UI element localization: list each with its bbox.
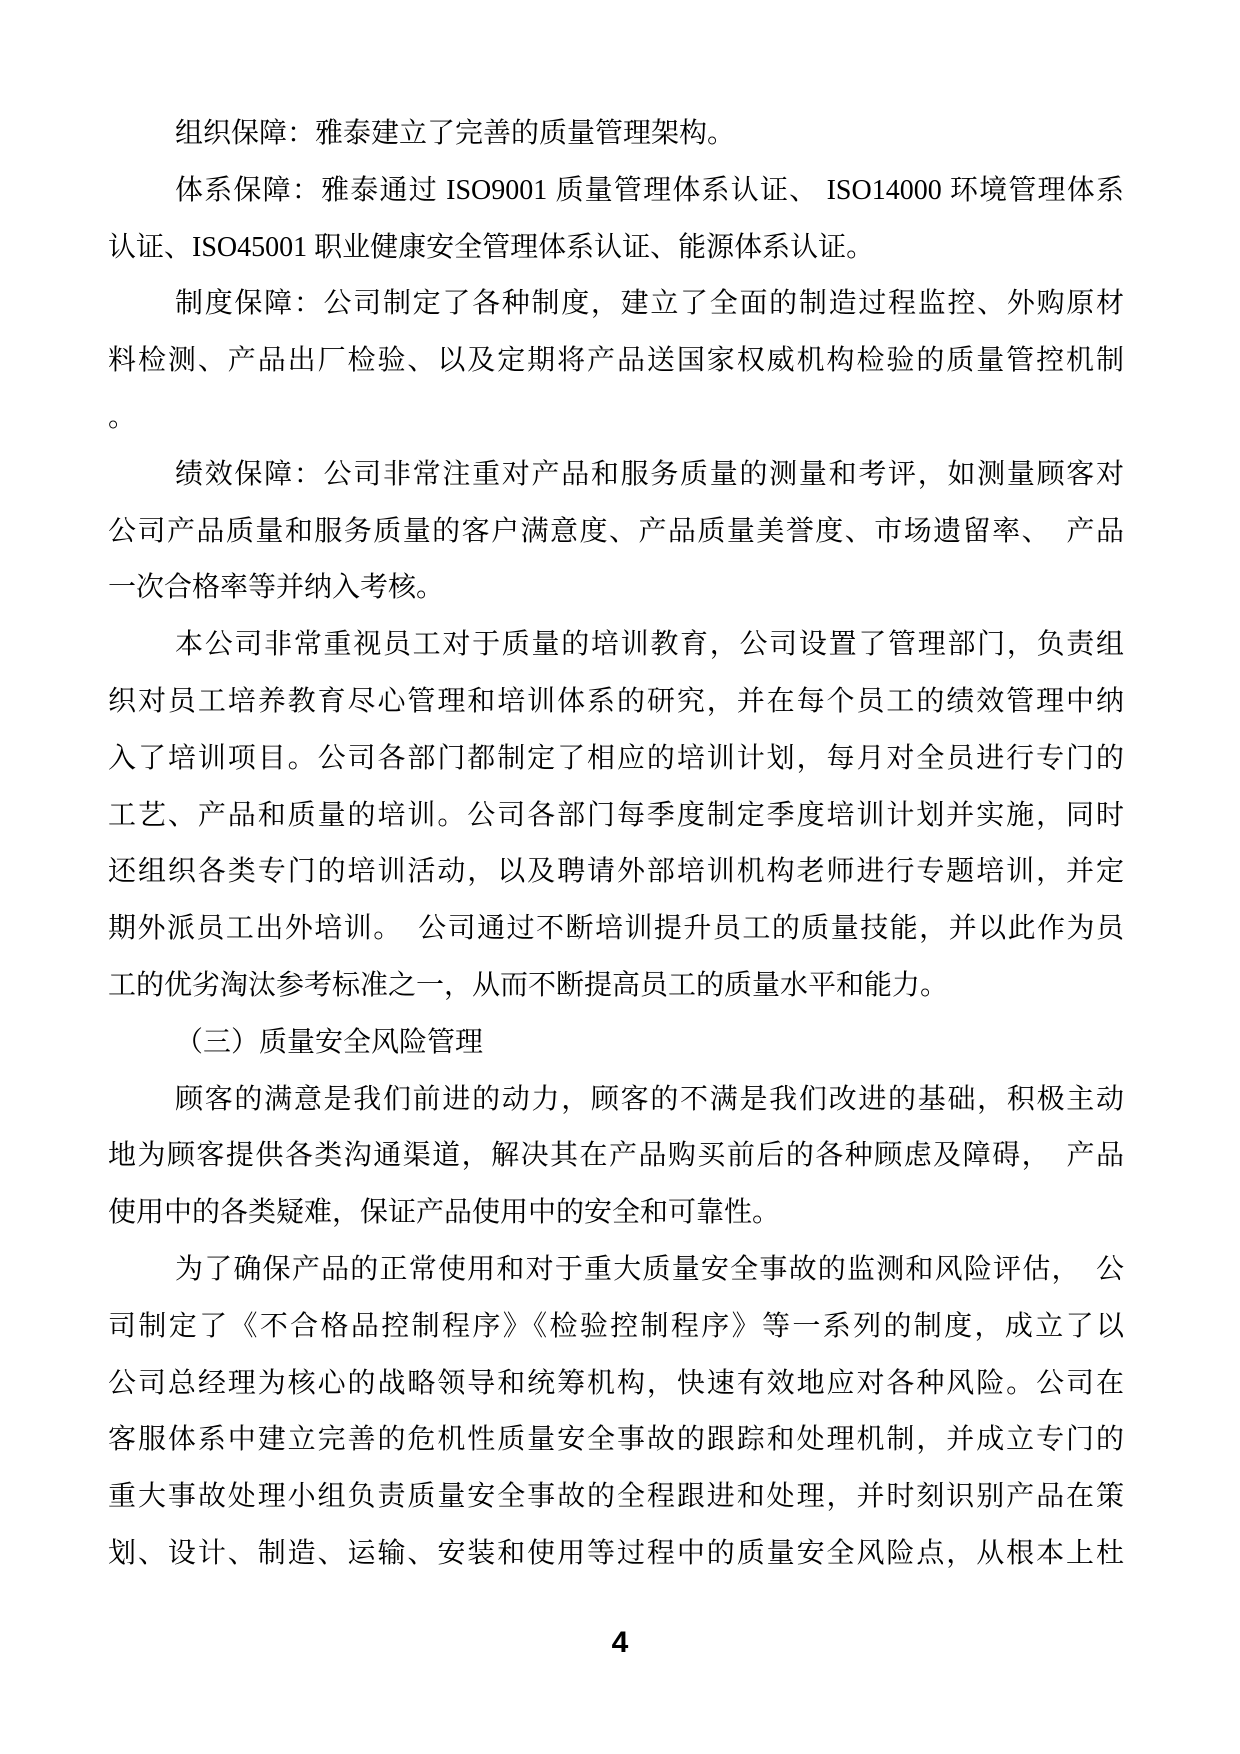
text-line: 本公司非常重视员工对于质量的培训教育，公司设置了管理部门，负责组 (175, 629, 1124, 661)
text-line: 司制定了《不合格品控制程序》《检验控制程序》等一系列的制度，成立了以 (108, 1310, 1124, 1342)
text-line: 公司产品质量和服务质量的客户满意度、产品质量美誉度、市场遗留率、 产品 (108, 515, 1124, 547)
text-line: 为了确保产品的正常使用和对于重大质量安全事故的监测和风险评估， 公 (175, 1253, 1124, 1285)
text-line: 一次合格率等并纳入考核。 (108, 572, 445, 604)
page-number: 4 (611, 1626, 629, 1659)
text-line: 料检测、产品出厂检验、以及定期将产品送国家权威机构检验的质量管控机制 (108, 345, 1124, 377)
text-line: 还组织各类专门的培训活动，以及聘请外部培训机构老师进行专题培训，并定 (108, 856, 1124, 888)
text-line: 入了培训项目。公司各部门都制定了相应的培训计划，每月对全员进行专门的 (108, 742, 1124, 774)
page-footer (0, 1626, 1240, 1660)
text-line: 体系保障：雅泰通过 ISO9001 质量管理体系认证、 ISO14000 环境管理体系 (175, 174, 1124, 206)
paragraph (108, 276, 1124, 446)
text-line: 组织保障：雅泰建立了完善的质量管理架构。 (175, 118, 736, 149)
paragraph (108, 1242, 1124, 1583)
text-line: 重大事故处理小组负责质量安全事故的全程跟进和处理，并时刻识别产品在策 (108, 1481, 1124, 1513)
paragraph (108, 1072, 1124, 1242)
text-line: （三）质量安全风险管理 (175, 1026, 484, 1058)
paragraph (108, 163, 1124, 277)
text-line: 织对员工培养教育尽心管理和培训体系的研究，并在每个员工的绩效管理中纳 (108, 685, 1124, 717)
text-line: 顾客的满意是我们前进的动力，顾客的不满是我们改进的基础，积极主动 (175, 1083, 1124, 1115)
text-line: 工艺、产品和质量的培训。公司各部门每季度制定季度培训计划并实施，同时 (108, 799, 1124, 831)
text-line: 客服体系中建立完善的危机性质量安全事故的跟踪和处理机制，并成立专门的 (108, 1424, 1124, 1456)
document-body (108, 106, 1124, 1583)
paragraph (108, 447, 1124, 617)
text-line: 使用中的各类疑难，保证产品使用中的安全和可靠性。 (108, 1197, 781, 1229)
paragraph (108, 617, 1124, 1015)
text-line: 地为顾客提供各类沟通渠道，解决其在产品购买前后的各种顾虑及障碍， 产品 (108, 1140, 1124, 1172)
text-line: 绩效保障：公司非常注重对产品和服务质量的测量和考评，如测量顾客对 (175, 458, 1124, 490)
paragraph (108, 106, 1124, 163)
text-line: 期外派员工出外培训。 公司通过不断培训提升员工的质量技能，并以此作为员 (108, 913, 1124, 945)
text-line: 公司总经理为核心的战略领导和统筹机构，快速有效地应对各种风险。公司在 (108, 1367, 1124, 1399)
text-line: 制度保障：公司制定了各种制度，建立了全面的制造过程监控、外购原材 (175, 288, 1124, 320)
text-line: 工的优劣淘汰参考标准之一，从而不断提高员工的质量水平和能力。 (108, 969, 949, 1001)
text-line: 。 (108, 401, 137, 433)
text-line: 划、设计、制造、运输、安装和使用等过程中的质量安全风险点，从根本上杜 (108, 1537, 1124, 1569)
paragraph (108, 1015, 1124, 1072)
text-line: 认证、ISO45001 职业健康安全管理体系认证、能源体系认证。 (108, 231, 875, 263)
